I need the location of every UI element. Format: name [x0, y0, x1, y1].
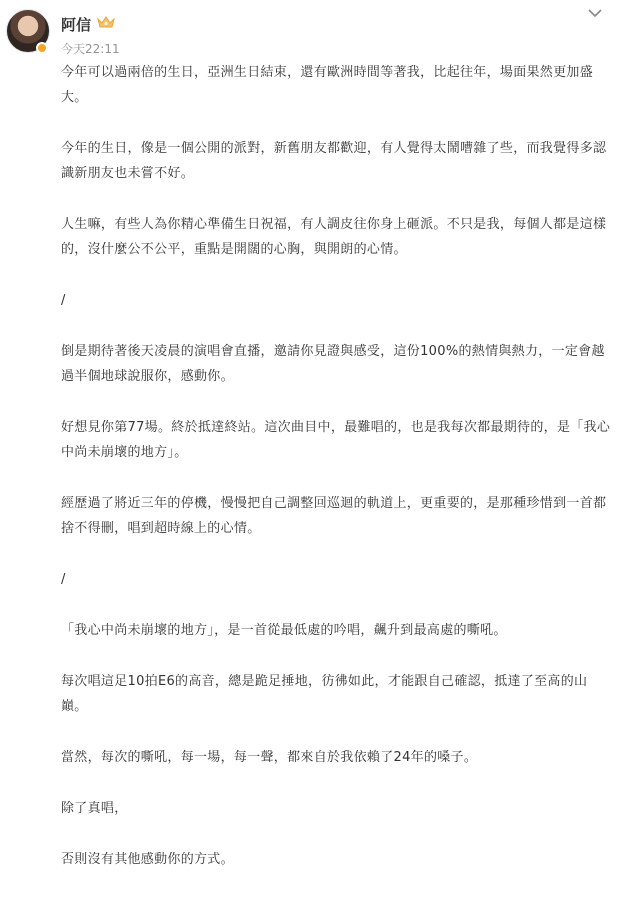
post-paragraph: 除了真唱， — [61, 801, 128, 816]
author-name[interactable]: 阿信 — [61, 16, 92, 34]
separator-slash: / — [61, 293, 66, 308]
verified-badge-icon — [36, 42, 48, 54]
post-paragraph: 倒是期待著後天凌晨的演唱會直播，邀請你見證與感受，這份100%的熱情與熱力，一定會越過半個地球說服你，感動你。 — [61, 344, 605, 384]
post-paragraph: 今年的生日，像是一個公開的派對，新舊朋友都歡迎，有人覺得太鬧嘈雜了些，而我覺得多認識新朋友也未嘗不好。 — [61, 141, 607, 181]
post-body — [61, 60, 611, 898]
post-paragraph: 否則沒有其他感動你的方式。 — [61, 852, 234, 867]
chevron-down-icon[interactable] — [585, 6, 605, 20]
post-paragraph: 「我心中尚未崩壞的地方」，是一首從最低處的吟唱，飆升到最高處的嘶吼。 — [61, 623, 507, 638]
separator-slash: / — [61, 572, 66, 587]
post-paragraph: 每次唱這足10拍E6的高音，總是跪足捶地，彷彿如此，才能跟自己確認，抵達了至高的山巔。 — [61, 674, 588, 714]
post-header — [0, 0, 621, 60]
post-paragraph: 經歷過了將近三年的停機，慢慢把自己調整回巡迴的軌道上，更重要的，是那種珍惜到一首都捨不得刪，唱到超時線上的心情。 — [61, 496, 607, 536]
post-paragraph: 人生嘛，有些人為你精心準備生日祝福，有人調皮往你身上砸派。不只是我，每個人都是這樣的，沒什麼公不公平，重點是開闊的心胸，與開朗的心情。 — [61, 217, 607, 257]
vip-crown-icon — [96, 15, 116, 29]
post-timestamp: 今天22:11 — [61, 42, 120, 56]
post-paragraph: 當然，每次的嘶吼，每一場，每一聲，都來自於我依賴了24年的嗓子。 — [61, 750, 478, 765]
post-paragraph: 今年可以過兩倍的生日，亞洲生日結束，還有歐洲時間等著我，比起往年，場面果然更加盛大。 — [61, 65, 594, 105]
post-paragraph: 好想見你第77場。終於抵達終站。這次曲目中，最難唱的，也是我每次都最期待的，是「我心中尚未崩壞的地方」。 — [61, 420, 611, 460]
